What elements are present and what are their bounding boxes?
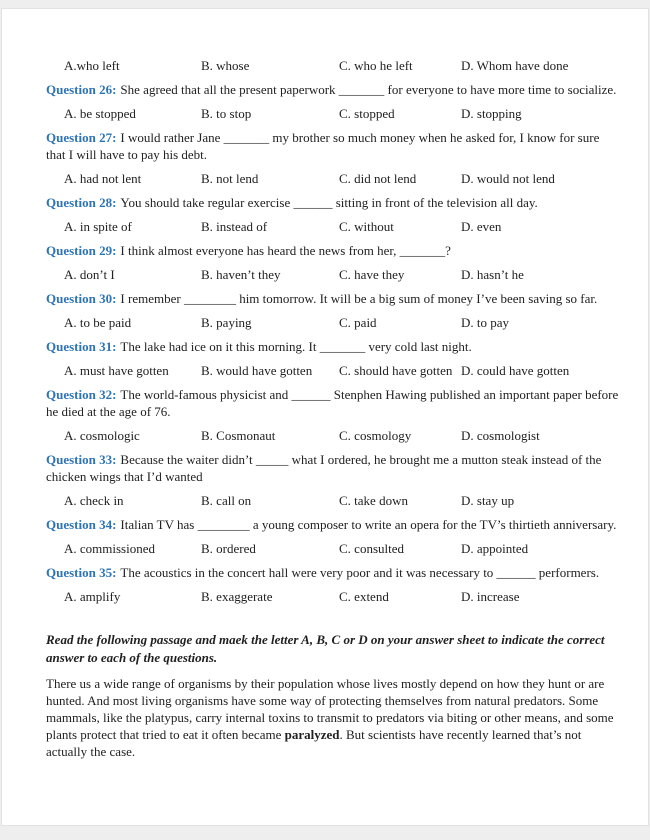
question-label: Question 27:: [46, 130, 117, 145]
question-label: Question 34:: [46, 517, 117, 532]
question-28-block: [46, 194, 621, 235]
option-d: D. cosmologist: [461, 428, 540, 443]
option-c: C. should have gotten: [339, 363, 453, 378]
option-c: C. without: [339, 219, 394, 234]
question-33-block: [46, 451, 621, 509]
option-d: D. stay up: [461, 493, 515, 508]
question-text: The acoustics in the concert hall were very poor and it was necessary to ______ performers.: [120, 565, 600, 580]
option-b: B. call on: [201, 493, 252, 508]
question-label: Question 26:: [46, 82, 117, 97]
option-a: A. be stopped: [64, 106, 136, 121]
question-label: Question 29:: [46, 243, 117, 258]
options-row: [46, 266, 621, 283]
question-label: Question 33:: [46, 452, 117, 467]
passage-text-end: . But scientists have recently learned that’s not actually the case.: [46, 727, 582, 759]
options-row: [46, 314, 621, 331]
option-d: D. increase: [461, 589, 520, 604]
question-30-block: [46, 290, 621, 331]
question-32-block: [46, 386, 621, 444]
question-line: [46, 242, 621, 259]
question-text: Because the waiter didn’t _____ what I ordered, he brought me a mutton steak instead of the chicken wings that I’d wanted: [46, 452, 602, 484]
option-a: A. cosmologic: [64, 428, 140, 443]
question-line: [46, 81, 621, 98]
option-b: B. would have gotten: [201, 363, 313, 378]
option-a: A. amplify: [64, 589, 121, 604]
question-26-block: [46, 81, 621, 122]
option-c: C. stopped: [339, 106, 395, 121]
options-row: [46, 540, 621, 557]
option-c: C. did not lend: [339, 171, 417, 186]
option-c: C. take down: [339, 493, 408, 508]
question-label: Question 35:: [46, 565, 117, 580]
question-line: [46, 194, 621, 211]
question-35-block: [46, 564, 621, 605]
question-line: [46, 290, 621, 307]
option-a: A. don’t I: [64, 267, 115, 282]
option-b: B. ordered: [201, 541, 256, 556]
option-d: D. to pay: [461, 315, 510, 330]
option-a: A. had not lent: [64, 171, 142, 186]
option-c: C. cosmology: [339, 428, 412, 443]
option-b: B. not lend: [201, 171, 259, 186]
question-text: Italian TV has ________ a young composer to write an opera for the TV’s thirtieth anniversary.: [120, 517, 617, 532]
option-b: B. paying: [201, 315, 252, 330]
question-line: [46, 564, 621, 581]
question-31-block: [46, 338, 621, 379]
option-d: D. even: [461, 219, 502, 234]
question-label: Question 28:: [46, 195, 117, 210]
option-b: B. haven’t they: [201, 267, 281, 282]
options-row-previous-question: [46, 57, 621, 74]
question-29-block: [46, 242, 621, 283]
option-d: D. would not lend: [461, 171, 555, 186]
question-text: You should take regular exercise ______ sitting in front of the television all day.: [120, 195, 538, 210]
option-a: A.who left: [64, 58, 120, 73]
document-page: [1, 8, 649, 826]
passage-bold-word: paralyzed: [284, 727, 340, 742]
question-text: I would rather Jane _______ my brother so much money when he asked for, I know for sure that I will have to pay his debt.: [46, 130, 600, 162]
option-a: A. must have gotten: [64, 363, 169, 378]
passage-text-start: There us a wide range of organisms by their population whose lives mostly depend on how they hunt or are hunted. And most living organisms have some way of protecting themselves from natural predators. Some mammals, like the platypus, carry internal toxins to transmit to predators via biting or other means, and some plants protect that tried to eat it often became: [46, 676, 614, 742]
question-text: I remember ________ him tomorrow. It will be a big sum of money I’ve been saving so far.: [120, 291, 598, 306]
question-label: Question 30:: [46, 291, 117, 306]
option-b: B. whose: [201, 58, 250, 73]
question-text: The lake had ice on it this morning. It _______ very cold last night.: [120, 339, 472, 354]
option-c: C. have they: [339, 267, 405, 282]
question-line: [46, 451, 621, 485]
option-a: A. to be paid: [64, 315, 132, 330]
option-b: B. exaggerate: [201, 589, 273, 604]
question-text: She agreed that all the present paperwork _______ for everyone to have more time to socialize.: [120, 82, 617, 97]
question-27-block: [46, 129, 621, 187]
reading-passage: [46, 675, 621, 760]
question-34-block: [46, 516, 621, 557]
option-c: C. paid: [339, 315, 377, 330]
question-label: Question 31:: [46, 339, 117, 354]
option-c: C. extend: [339, 589, 389, 604]
options-row: [46, 427, 621, 444]
reading-instruction: Read the following passage and maek the letter A, B, C or D on your answer sheet to indicate the correct answer to each of the questions.: [46, 632, 605, 665]
option-d: D. Whom have done: [461, 58, 569, 73]
option-d: D. could have gotten: [461, 363, 570, 378]
question-line: [46, 386, 621, 420]
options-row: [46, 492, 621, 509]
question-line: [46, 338, 621, 355]
option-a: A. commissioned: [64, 541, 155, 556]
option-b: B. Cosmonaut: [201, 428, 276, 443]
question-line: [46, 516, 621, 533]
option-d: D. appointed: [461, 541, 529, 556]
option-b: B. to stop: [201, 106, 252, 121]
question-text: The world-famous physicist and ______ Stenphen Hawing published an important paper before he died at the age of 76.: [46, 387, 619, 419]
question-label: Question 32:: [46, 387, 117, 402]
question-text: I think almost everyone has heard the news from her, _______?: [120, 243, 451, 258]
option-d: D. stopping: [461, 106, 522, 121]
option-a: A. check in: [64, 493, 124, 508]
option-c: C. consulted: [339, 541, 404, 556]
option-c: C. who he left: [339, 58, 413, 73]
options-row: [46, 218, 621, 235]
options-row: [46, 588, 621, 605]
option-d: D. hasn’t he: [461, 267, 524, 282]
option-a: A. in spite of: [64, 219, 132, 234]
options-row: [46, 105, 621, 122]
option-b: B. instead of: [201, 219, 268, 234]
question-line: [46, 129, 621, 163]
options-row: [46, 170, 621, 187]
options-row: [46, 362, 621, 379]
